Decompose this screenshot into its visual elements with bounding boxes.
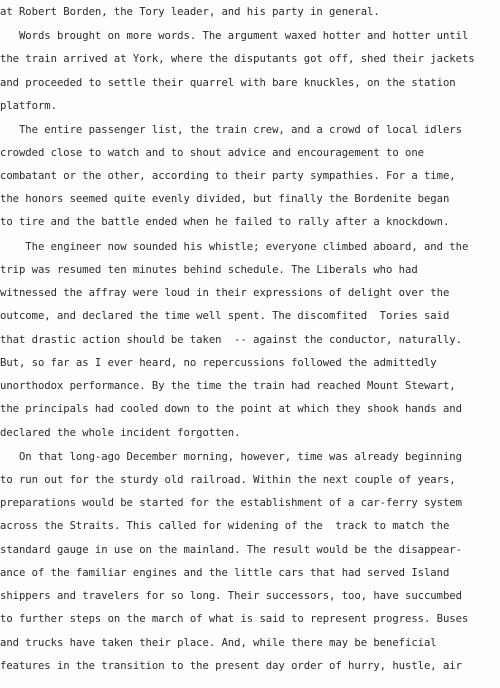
text-line: The engineer now sounded his whistle; everyone climbed aboard, and the bbox=[0, 241, 469, 253]
text-line: across the Straits. This called for widening of the track to match the bbox=[0, 520, 450, 532]
text-line: unorthodox performance. By the time the train had reached Mount Stewart, bbox=[0, 380, 456, 392]
text-line: standard gauge in use on the mainland. The result would be the disappear- bbox=[0, 544, 462, 556]
text-line: ance of the familiar engines and the little cars that had served Island bbox=[0, 567, 450, 579]
text-line: to further steps on the march of what is said to represent progress. Buses bbox=[0, 613, 469, 625]
text-line: crowded close to watch and to shout advice and encouragement to one bbox=[0, 147, 424, 159]
text-line: outcome, and declared the time well spent. The discomfited Tories said bbox=[0, 310, 450, 322]
text-line: combatant or the other, according to their party sympathies. For a time, bbox=[0, 170, 456, 182]
text-line: to run out for the sturdy old railroad. Within the next couple of years, bbox=[0, 474, 456, 486]
text-line: to tire and the battle ended when he failed to rally after a knockdown. bbox=[0, 216, 450, 228]
text-line: and proceeded to settle their quarrel with bare knuckles, on the station bbox=[0, 77, 456, 89]
text-line: shippers and travelers for so long. Their successors, too, have succumbed bbox=[0, 590, 462, 602]
text-line: the train arrived at York, where the disputants got off, shed their jackets bbox=[0, 53, 475, 65]
text-line: and trucks have taken their place. And, while there may be beneficial bbox=[0, 637, 437, 649]
text-line: The entire passenger list, the train crew, and a crowd of local idlers bbox=[0, 124, 462, 136]
text-line: features in the transition to the present day order of hurry, hustle, air bbox=[0, 660, 462, 672]
text-line: witnessed the affray were loud in their expressions of delight over the bbox=[0, 287, 450, 299]
text-line: at Robert Borden, the Tory leader, and his party in general. bbox=[0, 6, 380, 18]
text-line: Words brought on more words. The argument waxed hotter and hotter until bbox=[0, 30, 469, 42]
text-line: declared the whole incident forgotten. bbox=[0, 427, 241, 439]
text-line: preparations would be started for the establishment of a car-ferry system bbox=[0, 497, 462, 509]
text-line: platform. bbox=[0, 100, 57, 112]
text-line: trip was resumed ten minutes behind schedule. The Liberals who had bbox=[0, 264, 418, 276]
text-line: On that long-ago December morning, however, time was already beginning bbox=[0, 451, 462, 463]
text-line: But, so far as I ever heard, no repercussions followed the admittedly bbox=[0, 357, 437, 369]
text-line: the principals had cooled down to the point at which they shook hands and bbox=[0, 403, 462, 415]
text-line: the honors seemed quite evenly divided, but finally the Bordenite began bbox=[0, 193, 450, 205]
text-line: that drastic action should be taken -- against the conductor, naturally. bbox=[0, 334, 462, 346]
